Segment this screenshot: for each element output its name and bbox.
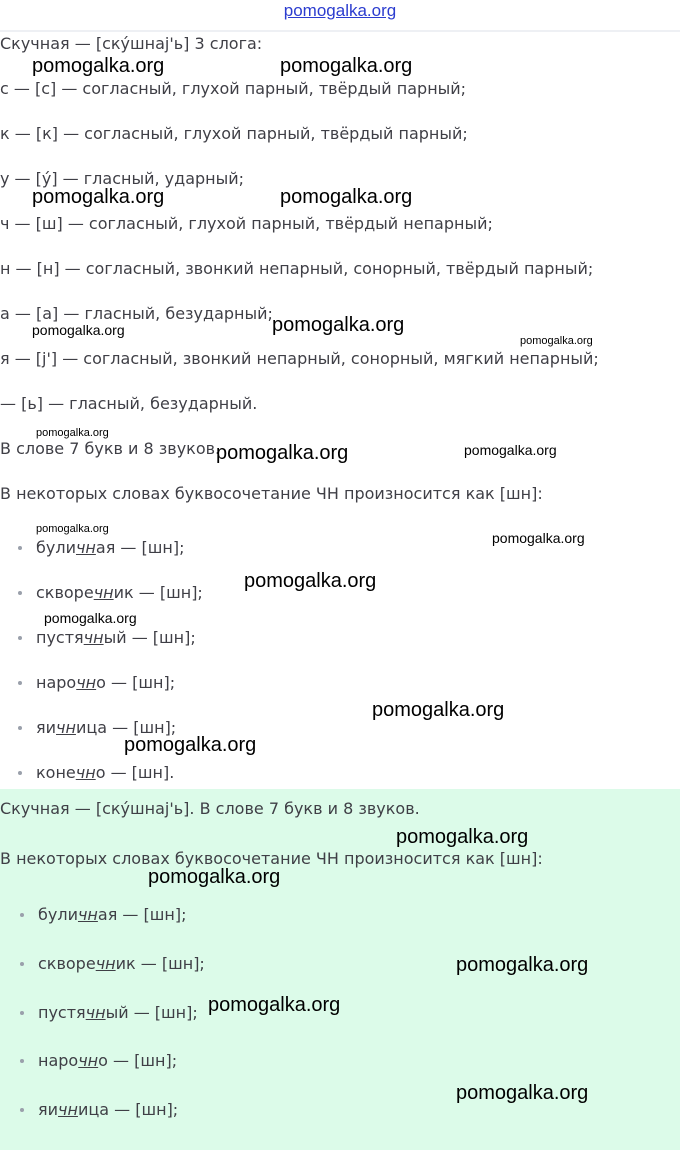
answer-chn-note: В некоторых словах буквосочетание ЧН произносится как [шн]: (0, 849, 543, 868)
bullet (20, 1059, 24, 1063)
watermark: pomogalka.org (492, 530, 585, 546)
watermark: pomogalka.org (280, 55, 413, 77)
sound-line: у — [у́] — гласный, ударный; (0, 169, 245, 188)
bullet (18, 726, 22, 730)
bullet (20, 913, 24, 917)
watermark: pomogalka.org (36, 523, 109, 535)
list-item: нарочно — [шн]; (38, 1051, 178, 1070)
analysis-heading: Скучная — [ску́шнаj'ь] 3 слога: (0, 34, 263, 53)
bullet (20, 962, 24, 966)
watermark: pomogalka.org (280, 186, 413, 208)
bullet (18, 636, 22, 640)
list-item: яичница — [шн]; (38, 1100, 179, 1119)
list-item: конечно — [шн]. (36, 763, 175, 782)
list-item: скворечник — [шн]; (36, 583, 203, 602)
watermark: pomogalka.org (456, 1082, 589, 1104)
watermark: pomogalka.org (244, 570, 377, 592)
chn-note: В некоторых словах буквосочетание ЧН произносится как [шн]: (0, 484, 543, 503)
list-item: яичница — [шн]; (36, 718, 177, 737)
list-item: нарочно — [шн]; (36, 673, 176, 692)
watermark: pomogalka.org (208, 994, 341, 1016)
answer-summary: Скучная — [ску́шнаj'ь]. В слове 7 букв и 8 звуков. (0, 799, 420, 818)
site-link[interactable]: pomogalka.org (283, 1, 397, 20)
watermark: pomogalka.org (272, 314, 405, 336)
bullet (20, 1108, 24, 1112)
sound-line: н — [н] — согласный, звонкий непарный, сонорный, твёрдый парный; (0, 259, 594, 278)
sound-line: к — [к] — согласный, глухой парный, твёрдый парный; (0, 124, 468, 143)
sound-line: ч — [ш] — согласный, глухой парный, твёрдый непарный; (0, 214, 493, 233)
watermark: pomogalka.org (36, 427, 109, 439)
watermark: pomogalka.org (216, 442, 349, 464)
letter-sound-count: В слове 7 букв и 8 звуков. (0, 439, 221, 458)
list-item: пустячный — [шн]; (38, 1003, 198, 1022)
bullet (18, 771, 22, 775)
watermark: pomogalka.org (124, 734, 257, 756)
bullet (20, 1011, 24, 1015)
watermark: pomogalka.org (32, 186, 165, 208)
bullet (18, 591, 22, 595)
watermark: pomogalka.org (148, 866, 281, 888)
watermark: pomogalka.org (44, 610, 137, 626)
sound-line: я — [j'] — согласный, звонкий непарный, сонорный, мягкий непарный; (0, 349, 599, 368)
list-item: пустячный — [шн]; (36, 628, 196, 647)
bullet (18, 546, 22, 550)
sound-line: а — [а] — гласный, безударный; (0, 304, 273, 323)
sound-line: — [ь] — гласный, безударный. (0, 394, 258, 413)
watermark: pomogalka.org (520, 335, 593, 347)
list-item: буличная — [шн]; (38, 905, 187, 924)
bullet (18, 681, 22, 685)
watermark: pomogalka.org (372, 699, 505, 721)
watermark: pomogalka.org (456, 954, 589, 976)
watermark: pomogalka.org (32, 55, 165, 77)
list-item: буличная — [шн]; (36, 538, 185, 557)
watermark: pomogalka.org (396, 826, 529, 848)
list-item: скворечник — [шн]; (38, 954, 205, 973)
watermark: pomogalka.org (32, 322, 125, 338)
divider (0, 30, 680, 32)
watermark: pomogalka.org (464, 442, 557, 458)
sound-line: с — [с] — согласный, глухой парный, твёрдый парный; (0, 79, 467, 98)
